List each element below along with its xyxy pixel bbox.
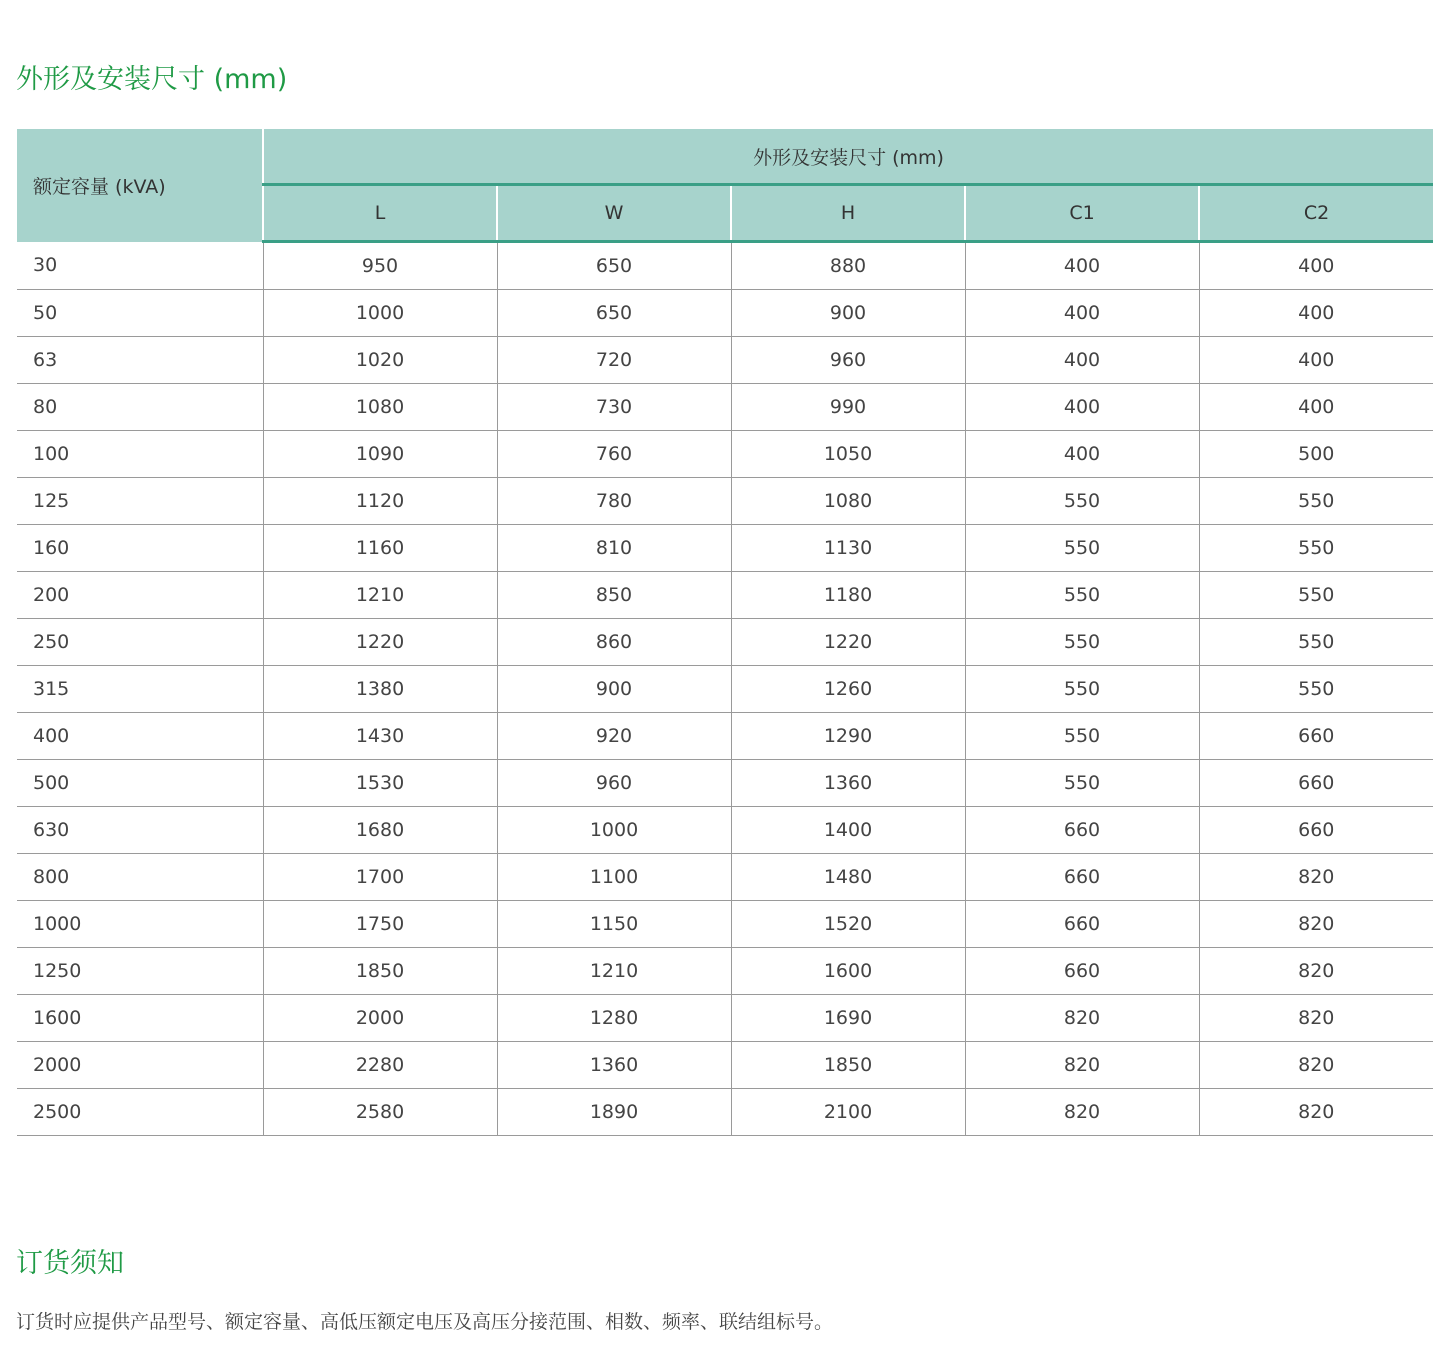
dimension-cell-c2: 400 bbox=[1199, 337, 1433, 384]
dimension-cell-c2: 400 bbox=[1199, 290, 1433, 337]
dimension-cell-c2: 550 bbox=[1199, 619, 1433, 666]
dimensions-table-body bbox=[17, 242, 1433, 1136]
dimension-cell-h: 1360 bbox=[731, 760, 965, 807]
table-row bbox=[17, 290, 1433, 337]
column-header-h: H bbox=[731, 185, 965, 242]
dimension-cell-w: 760 bbox=[497, 431, 731, 478]
dimension-cell-c1: 660 bbox=[965, 807, 1199, 854]
dimension-cell-w: 850 bbox=[497, 572, 731, 619]
table-row bbox=[17, 760, 1433, 807]
table-row bbox=[17, 1089, 1433, 1136]
capacity-cell: 500 bbox=[17, 760, 263, 807]
dimension-cell-l: 1220 bbox=[263, 619, 497, 666]
dimension-cell-w: 720 bbox=[497, 337, 731, 384]
dimension-cell-l: 1430 bbox=[263, 713, 497, 760]
dimension-cell-h: 1050 bbox=[731, 431, 965, 478]
capacity-cell: 100 bbox=[17, 431, 263, 478]
dimension-cell-c1: 550 bbox=[965, 478, 1199, 525]
dimension-cell-c2: 550 bbox=[1199, 666, 1433, 713]
dimension-cell-c1: 820 bbox=[965, 1089, 1199, 1136]
dimension-cell-c1: 550 bbox=[965, 525, 1199, 572]
dimensions-table-header bbox=[17, 129, 1433, 242]
dimension-cell-l: 1020 bbox=[263, 337, 497, 384]
table-row bbox=[17, 431, 1433, 478]
dimension-cell-h: 1180 bbox=[731, 572, 965, 619]
dimension-cell-w: 780 bbox=[497, 478, 731, 525]
dimension-cell-h: 1260 bbox=[731, 666, 965, 713]
dimension-cell-c2: 660 bbox=[1199, 760, 1433, 807]
dimension-cell-c1: 400 bbox=[965, 290, 1199, 337]
dimension-cell-c2: 820 bbox=[1199, 901, 1433, 948]
capacity-cell: 630 bbox=[17, 807, 263, 854]
capacity-cell: 250 bbox=[17, 619, 263, 666]
capacity-column-header: 额定容量 (kVA) bbox=[17, 129, 263, 242]
table-row bbox=[17, 1042, 1433, 1089]
table-row bbox=[17, 242, 1433, 290]
capacity-cell: 1250 bbox=[17, 948, 263, 995]
dimension-cell-h: 1600 bbox=[731, 948, 965, 995]
table-row bbox=[17, 666, 1433, 713]
table-row bbox=[17, 525, 1433, 572]
dimension-cell-h: 1520 bbox=[731, 901, 965, 948]
dimension-cell-c1: 400 bbox=[965, 242, 1199, 290]
dimension-cell-l: 2580 bbox=[263, 1089, 497, 1136]
column-header-w: W bbox=[497, 185, 731, 242]
capacity-cell: 200 bbox=[17, 572, 263, 619]
dimension-cell-w: 860 bbox=[497, 619, 731, 666]
capacity-cell: 1600 bbox=[17, 995, 263, 1042]
dimension-cell-l: 1160 bbox=[263, 525, 497, 572]
table-row bbox=[17, 807, 1433, 854]
capacity-cell: 400 bbox=[17, 713, 263, 760]
dimension-cell-l: 1120 bbox=[263, 478, 497, 525]
capacity-cell: 50 bbox=[17, 290, 263, 337]
dimension-cell-c1: 660 bbox=[965, 901, 1199, 948]
dimension-cell-h: 1080 bbox=[731, 478, 965, 525]
dimension-cell-c1: 820 bbox=[965, 995, 1199, 1042]
capacity-cell: 63 bbox=[17, 337, 263, 384]
dimension-cell-h: 900 bbox=[731, 290, 965, 337]
dimension-cell-l: 1530 bbox=[263, 760, 497, 807]
dimension-cell-w: 650 bbox=[497, 242, 731, 290]
dimension-cell-w: 1210 bbox=[497, 948, 731, 995]
dimension-cell-c1: 400 bbox=[965, 431, 1199, 478]
dimension-cell-c1: 400 bbox=[965, 337, 1199, 384]
dimension-cell-h: 1130 bbox=[731, 525, 965, 572]
table-row bbox=[17, 901, 1433, 948]
dimension-cell-c1: 660 bbox=[965, 854, 1199, 901]
dimension-cell-c1: 550 bbox=[965, 666, 1199, 713]
dimension-cell-h: 1290 bbox=[731, 713, 965, 760]
dimension-cell-l: 2280 bbox=[263, 1042, 497, 1089]
dimension-cell-c1: 550 bbox=[965, 619, 1199, 666]
dimension-cell-l: 950 bbox=[263, 242, 497, 290]
dimension-cell-l: 1850 bbox=[263, 948, 497, 995]
dimension-cell-c2: 400 bbox=[1199, 242, 1433, 290]
table-row bbox=[17, 572, 1433, 619]
capacity-cell: 160 bbox=[17, 525, 263, 572]
dimension-cell-c2: 820 bbox=[1199, 854, 1433, 901]
dimensions-table bbox=[17, 129, 1433, 1136]
table-row bbox=[17, 713, 1433, 760]
dimension-cell-l: 1750 bbox=[263, 901, 497, 948]
dimension-cell-w: 1890 bbox=[497, 1089, 731, 1136]
table-row bbox=[17, 337, 1433, 384]
column-header-c2: C2 bbox=[1199, 185, 1433, 242]
dimension-cell-h: 880 bbox=[731, 242, 965, 290]
dimension-cell-l: 2000 bbox=[263, 995, 497, 1042]
dimension-cell-w: 960 bbox=[497, 760, 731, 807]
dimension-cell-l: 1210 bbox=[263, 572, 497, 619]
dimension-cell-l: 1090 bbox=[263, 431, 497, 478]
dimension-cell-w: 1150 bbox=[497, 901, 731, 948]
dimension-cell-c1: 820 bbox=[965, 1042, 1199, 1089]
dimension-cell-c2: 820 bbox=[1199, 1042, 1433, 1089]
capacity-cell: 1000 bbox=[17, 901, 263, 948]
capacity-cell: 125 bbox=[17, 478, 263, 525]
dimension-cell-c2: 400 bbox=[1199, 384, 1433, 431]
column-header-l: L bbox=[263, 185, 497, 242]
dimension-cell-w: 730 bbox=[497, 384, 731, 431]
dimension-cell-l: 1000 bbox=[263, 290, 497, 337]
dimension-cell-c2: 820 bbox=[1199, 995, 1433, 1042]
dimension-cell-c2: 660 bbox=[1199, 807, 1433, 854]
capacity-cell: 2000 bbox=[17, 1042, 263, 1089]
dimension-cell-w: 1360 bbox=[497, 1042, 731, 1089]
dimension-cell-c2: 550 bbox=[1199, 525, 1433, 572]
dimensions-group-header: 外形及安装尺寸 (mm) bbox=[263, 129, 1433, 185]
dimension-cell-c2: 820 bbox=[1199, 948, 1433, 995]
table-row bbox=[17, 619, 1433, 666]
dimension-cell-w: 1000 bbox=[497, 807, 731, 854]
dimension-cell-h: 1400 bbox=[731, 807, 965, 854]
dimension-cell-c1: 660 bbox=[965, 948, 1199, 995]
dimension-cell-c1: 400 bbox=[965, 384, 1199, 431]
capacity-cell: 80 bbox=[17, 384, 263, 431]
dimension-cell-c2: 660 bbox=[1199, 713, 1433, 760]
dimension-cell-c2: 550 bbox=[1199, 572, 1433, 619]
dimension-cell-w: 900 bbox=[497, 666, 731, 713]
dimension-cell-c2: 820 bbox=[1199, 1089, 1433, 1136]
dimension-cell-w: 810 bbox=[497, 525, 731, 572]
capacity-cell: 800 bbox=[17, 854, 263, 901]
table-row bbox=[17, 995, 1433, 1042]
table-row bbox=[17, 384, 1433, 431]
dimension-cell-w: 650 bbox=[497, 290, 731, 337]
column-header-c1: C1 bbox=[965, 185, 1199, 242]
capacity-cell: 315 bbox=[17, 666, 263, 713]
dimension-cell-w: 1280 bbox=[497, 995, 731, 1042]
table-row bbox=[17, 854, 1433, 901]
dimension-cell-h: 1690 bbox=[731, 995, 965, 1042]
dimension-cell-h: 1850 bbox=[731, 1042, 965, 1089]
dimension-cell-h: 990 bbox=[731, 384, 965, 431]
dimension-cell-c1: 550 bbox=[965, 713, 1199, 760]
dimension-cell-c1: 550 bbox=[965, 760, 1199, 807]
dimension-cell-l: 1700 bbox=[263, 854, 497, 901]
dimension-cell-h: 1220 bbox=[731, 619, 965, 666]
dimension-cell-c2: 550 bbox=[1199, 478, 1433, 525]
dimension-cell-l: 1680 bbox=[263, 807, 497, 854]
capacity-cell: 2500 bbox=[17, 1089, 263, 1136]
dimension-cell-c1: 550 bbox=[965, 572, 1199, 619]
dimension-cell-c2: 500 bbox=[1199, 431, 1433, 478]
dimension-cell-h: 960 bbox=[731, 337, 965, 384]
dimension-cell-l: 1380 bbox=[263, 666, 497, 713]
dimension-cell-h: 2100 bbox=[731, 1089, 965, 1136]
dimension-cell-w: 1100 bbox=[497, 854, 731, 901]
dimension-cell-w: 920 bbox=[497, 713, 731, 760]
table-row bbox=[17, 948, 1433, 995]
dimensions-section-title: 外形及安装尺寸 (mm) bbox=[16, 64, 288, 95]
dimension-cell-l: 1080 bbox=[263, 384, 497, 431]
dimension-cell-h: 1480 bbox=[731, 854, 965, 901]
capacity-cell: 30 bbox=[17, 242, 263, 290]
ordering-notice-title: 订货须知 bbox=[16, 1248, 124, 1279]
ordering-notice-text: 订货时应提供产品型号、额定容量、高低压额定电压及高压分接范围、相数、频率、联结组标号。 bbox=[16, 1311, 834, 1333]
table-row bbox=[17, 478, 1433, 525]
